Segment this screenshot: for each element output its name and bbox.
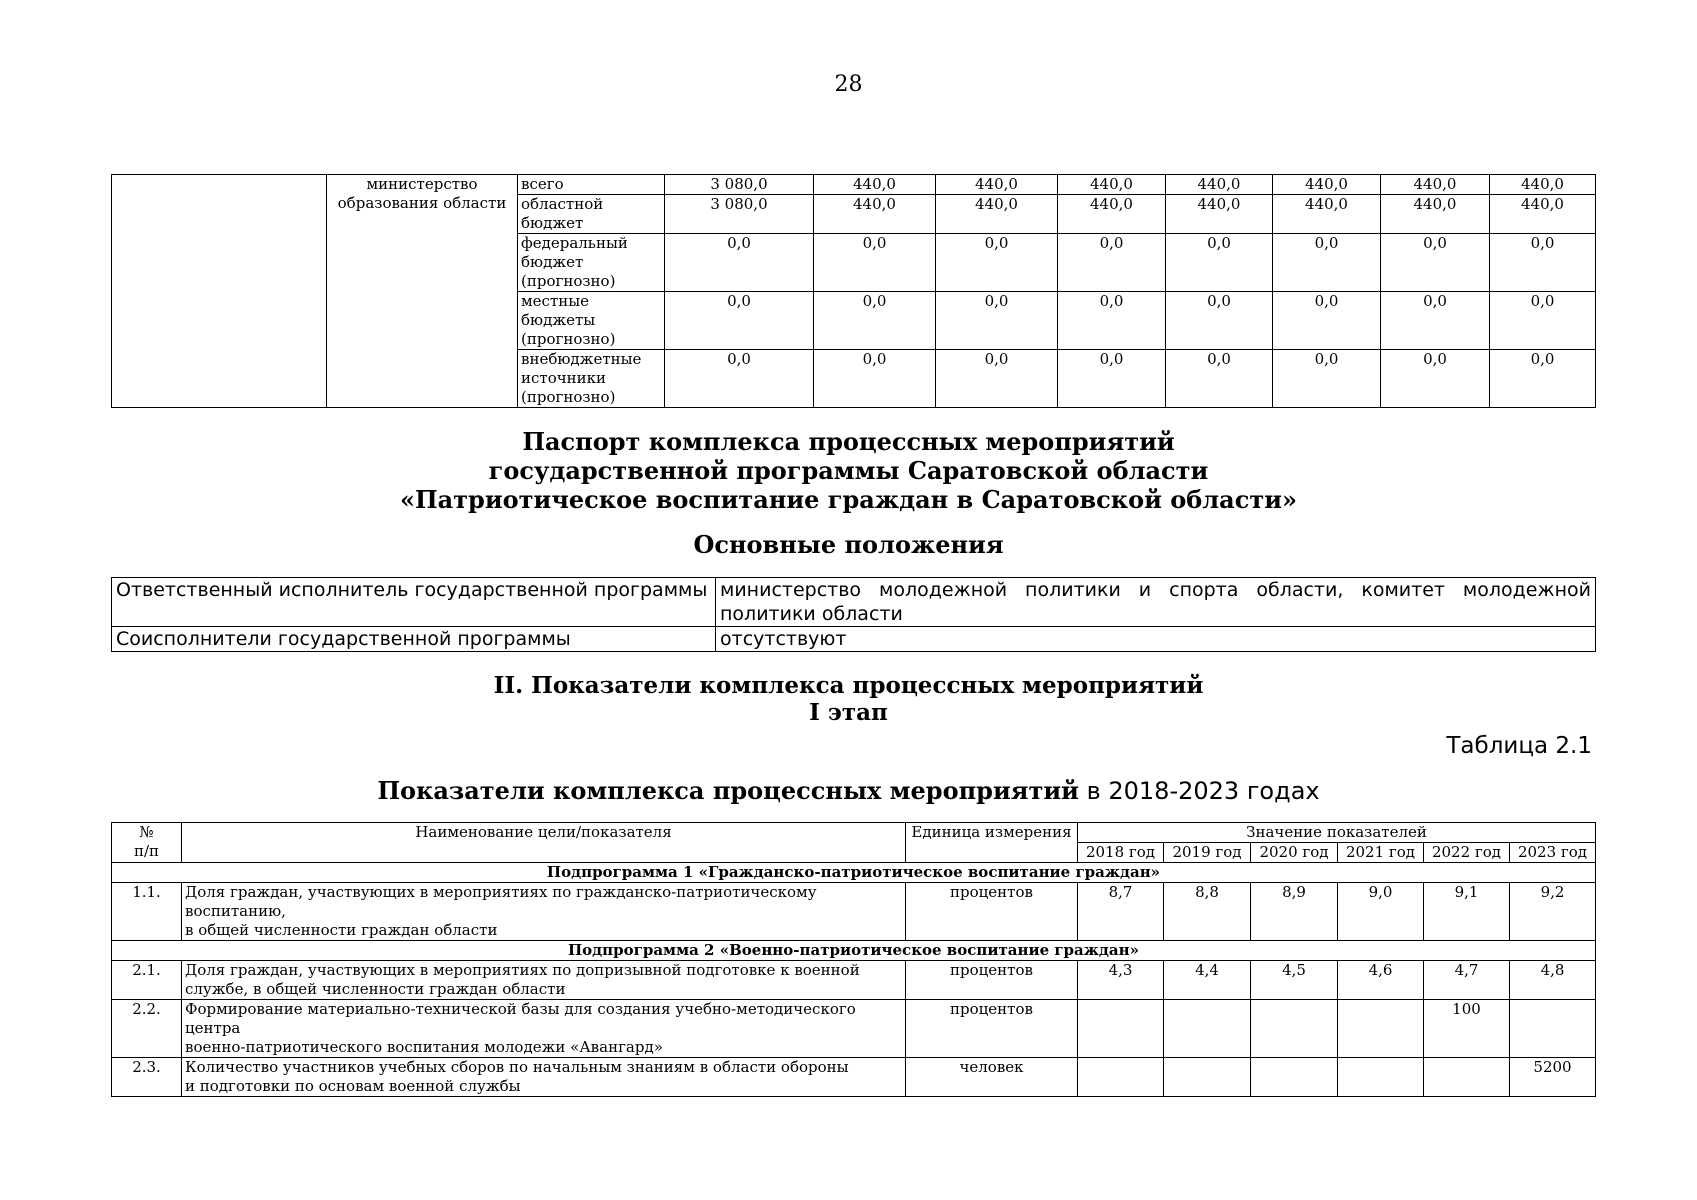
source-line: (прогнозно)	[521, 330, 616, 348]
header-year: 2019 год	[1164, 843, 1251, 863]
value-cell: 0,0	[1273, 234, 1381, 292]
row-num: 2.2.	[112, 1000, 182, 1058]
passport-heading-line: государственной программы Саратовской области	[488, 456, 1209, 485]
executor-cell	[327, 175, 518, 408]
source-line: местные	[521, 292, 590, 310]
value-cell: 0,0	[1381, 350, 1490, 408]
table-row	[112, 883, 1596, 941]
source-line: всего	[521, 175, 564, 193]
source-cell	[518, 175, 665, 195]
row-unit: процентов	[906, 883, 1078, 941]
table-label: Таблица 2.1	[1446, 733, 1592, 759]
source-line: источники	[521, 369, 607, 387]
executor-line: образования области	[337, 194, 507, 212]
source-line: федеральный	[521, 234, 628, 252]
row-value: 4,4	[1164, 961, 1251, 1000]
header-year: 2021 год	[1338, 843, 1424, 863]
value-cell: 440,0	[814, 175, 936, 195]
row-value	[1338, 1000, 1424, 1058]
value-cell: 440,0	[1381, 175, 1490, 195]
info-row	[112, 627, 1596, 652]
funding-row	[112, 175, 1596, 195]
row-num: 2.1.	[112, 961, 182, 1000]
header-year: 2022 год	[1424, 843, 1510, 863]
row-value: 4,7	[1424, 961, 1510, 1000]
table-row	[112, 1000, 1596, 1058]
indicators-heading	[0, 672, 1697, 726]
row-unit: процентов	[906, 961, 1078, 1000]
value-cell: 0,0	[814, 350, 936, 408]
row-num: 2.3.	[112, 1058, 182, 1097]
source-line: внебюджетные	[521, 350, 642, 368]
funding-table	[111, 174, 1596, 408]
subprogram-row	[112, 941, 1596, 961]
info-label: Соисполнители государственной программы	[112, 627, 716, 652]
value-cell: 0,0	[1166, 292, 1273, 350]
passport-heading	[0, 427, 1697, 514]
source-line: бюджет	[521, 253, 584, 271]
subprogram-title: Подпрограмма 1 «Гражданско-патриотическое воспитание граждан»	[112, 863, 1596, 883]
info-row	[112, 578, 1596, 627]
row-value: 4,6	[1338, 961, 1424, 1000]
header-num-line: №	[139, 823, 154, 841]
source-cell	[518, 292, 665, 350]
page-number: 28	[834, 72, 863, 97]
row-name	[182, 883, 906, 941]
row-name-line: Доля граждан, участвующих в мероприятиях по допризывной подготовке к военной	[185, 961, 860, 979]
row-value: 8,9	[1251, 883, 1338, 941]
value-cell: 0,0	[814, 292, 936, 350]
header-name: Наименование цели/показателя	[182, 823, 906, 863]
value-cell: 440,0	[1058, 195, 1166, 234]
indicators-table	[111, 822, 1596, 1097]
row-value	[1164, 1000, 1251, 1058]
row-name	[182, 961, 906, 1000]
source-line: бюджет	[521, 214, 584, 232]
header-num	[112, 823, 182, 863]
value-cell: 440,0	[1166, 175, 1273, 195]
header-values: Значение показателей	[1078, 823, 1596, 843]
row-name-line: Доля граждан, участвующих в мероприятиях по гражданско-патриотическому воспитанию,	[185, 883, 817, 920]
value-cell: 440,0	[1166, 195, 1273, 234]
row-value	[1164, 1058, 1251, 1097]
subprogram-row	[112, 863, 1596, 883]
value-cell: 440,0	[1273, 175, 1381, 195]
value-cell: 0,0	[1166, 350, 1273, 408]
value-cell: 440,0	[1273, 195, 1381, 234]
row-value	[1251, 1058, 1338, 1097]
value-cell: 440,0	[936, 175, 1058, 195]
source-line: бюджеты	[521, 311, 596, 329]
table-title-bold: Показатели комплекса процессных мероприятий	[377, 776, 1079, 805]
value-cell: 0,0	[1490, 234, 1596, 292]
row-num: 1.1.	[112, 883, 182, 941]
table-row	[112, 961, 1596, 1000]
value-cell: 0,0	[814, 234, 936, 292]
empty-cell	[112, 175, 327, 408]
value-cell: 0,0	[936, 234, 1058, 292]
indicators-heading-line: II. Показатели комплекса процессных мероприятий	[493, 672, 1204, 699]
row-unit: процентов	[906, 1000, 1078, 1058]
row-value	[1078, 1058, 1164, 1097]
row-value: 5200	[1510, 1058, 1596, 1097]
header-year: 2020 год	[1251, 843, 1338, 863]
header-unit: Единица измерения	[906, 823, 1078, 863]
row-value	[1338, 1058, 1424, 1097]
value-cell: 0,0	[665, 234, 814, 292]
row-value: 4,3	[1078, 961, 1164, 1000]
passport-heading-line: Паспорт комплекса процессных мероприятий	[522, 427, 1175, 456]
header-row	[112, 823, 1596, 843]
row-value: 8,7	[1078, 883, 1164, 941]
value-cell: 0,0	[1166, 234, 1273, 292]
row-name-line: Количество участников учебных сборов по начальным знаниям в области обороны	[185, 1058, 849, 1076]
header-year: 2018 год	[1078, 843, 1164, 863]
header-year: 2023 год	[1510, 843, 1596, 863]
value-cell: 440,0	[814, 195, 936, 234]
indicators-heading-line: I этап	[809, 699, 888, 726]
main-provisions-heading: Основные положения	[693, 530, 1004, 559]
source-line: областной	[521, 195, 604, 213]
row-value: 4,5	[1251, 961, 1338, 1000]
table-row	[112, 1058, 1596, 1097]
value-cell: 0,0	[1273, 292, 1381, 350]
value-cell: 0,0	[1273, 350, 1381, 408]
source-cell	[518, 234, 665, 292]
row-name-line: службе, в общей численности граждан области	[185, 980, 566, 998]
value-cell: 0,0	[1381, 292, 1490, 350]
row-value: 8,8	[1164, 883, 1251, 941]
value-cell: 440,0	[936, 195, 1058, 234]
table-title-plain: в 2018-2023 годах	[1086, 777, 1320, 805]
value-cell: 0,0	[665, 350, 814, 408]
value-cell: 0,0	[1490, 350, 1596, 408]
source-cell	[518, 350, 665, 408]
row-name	[182, 1058, 906, 1097]
executor-line: министерство	[366, 175, 478, 193]
source-line: (прогнозно)	[521, 272, 616, 290]
value-cell: 3 080,0	[665, 175, 814, 195]
row-name-line: Формирование материально-технической базы для создания учебно-методического центра	[185, 1000, 856, 1037]
source-cell	[518, 195, 665, 234]
source-line: (прогнозно)	[521, 388, 616, 406]
value-cell: 440,0	[1381, 195, 1490, 234]
value-cell: 0,0	[1058, 292, 1166, 350]
header-num-line: п/п	[133, 842, 160, 860]
subprogram-title: Подпрограмма 2 «Военно-патриотическое воспитание граждан»	[112, 941, 1596, 961]
row-value: 9,2	[1510, 883, 1596, 941]
row-value	[1078, 1000, 1164, 1058]
row-name-line: и подготовки по основам военной службы	[185, 1077, 521, 1095]
row-value	[1510, 1000, 1596, 1058]
info-label: Ответственный исполнитель государственной программы	[112, 578, 716, 627]
row-value	[1251, 1000, 1338, 1058]
row-unit: человек	[906, 1058, 1078, 1097]
value-cell: 0,0	[1381, 234, 1490, 292]
row-name	[182, 1000, 906, 1058]
table-title	[0, 776, 1697, 805]
row-name-line: в общей численности граждан области	[185, 921, 498, 939]
value-cell: 440,0	[1490, 195, 1596, 234]
row-value: 9,0	[1338, 883, 1424, 941]
info-table	[111, 577, 1596, 652]
value-cell: 440,0	[1490, 175, 1596, 195]
info-value: отсутствуют	[716, 627, 1596, 652]
value-cell: 0,0	[936, 350, 1058, 408]
passport-heading-line: «Патриотическое воспитание граждан в Саратовской области»	[399, 485, 1298, 514]
value-cell: 0,0	[1058, 234, 1166, 292]
value-cell: 0,0	[1490, 292, 1596, 350]
value-cell: 0,0	[665, 292, 814, 350]
value-cell: 0,0	[936, 292, 1058, 350]
row-value	[1424, 1058, 1510, 1097]
row-name-line: военно-патриотического воспитания молодежи «Авангард»	[185, 1038, 663, 1056]
row-value: 9,1	[1424, 883, 1510, 941]
value-cell: 0,0	[1058, 350, 1166, 408]
value-cell: 3 080,0	[665, 195, 814, 234]
value-cell: 440,0	[1058, 175, 1166, 195]
row-value: 100	[1424, 1000, 1510, 1058]
row-value: 4,8	[1510, 961, 1596, 1000]
info-value: министерство молодежной политики и спорта области, комитет молодежной политики области	[716, 578, 1596, 627]
